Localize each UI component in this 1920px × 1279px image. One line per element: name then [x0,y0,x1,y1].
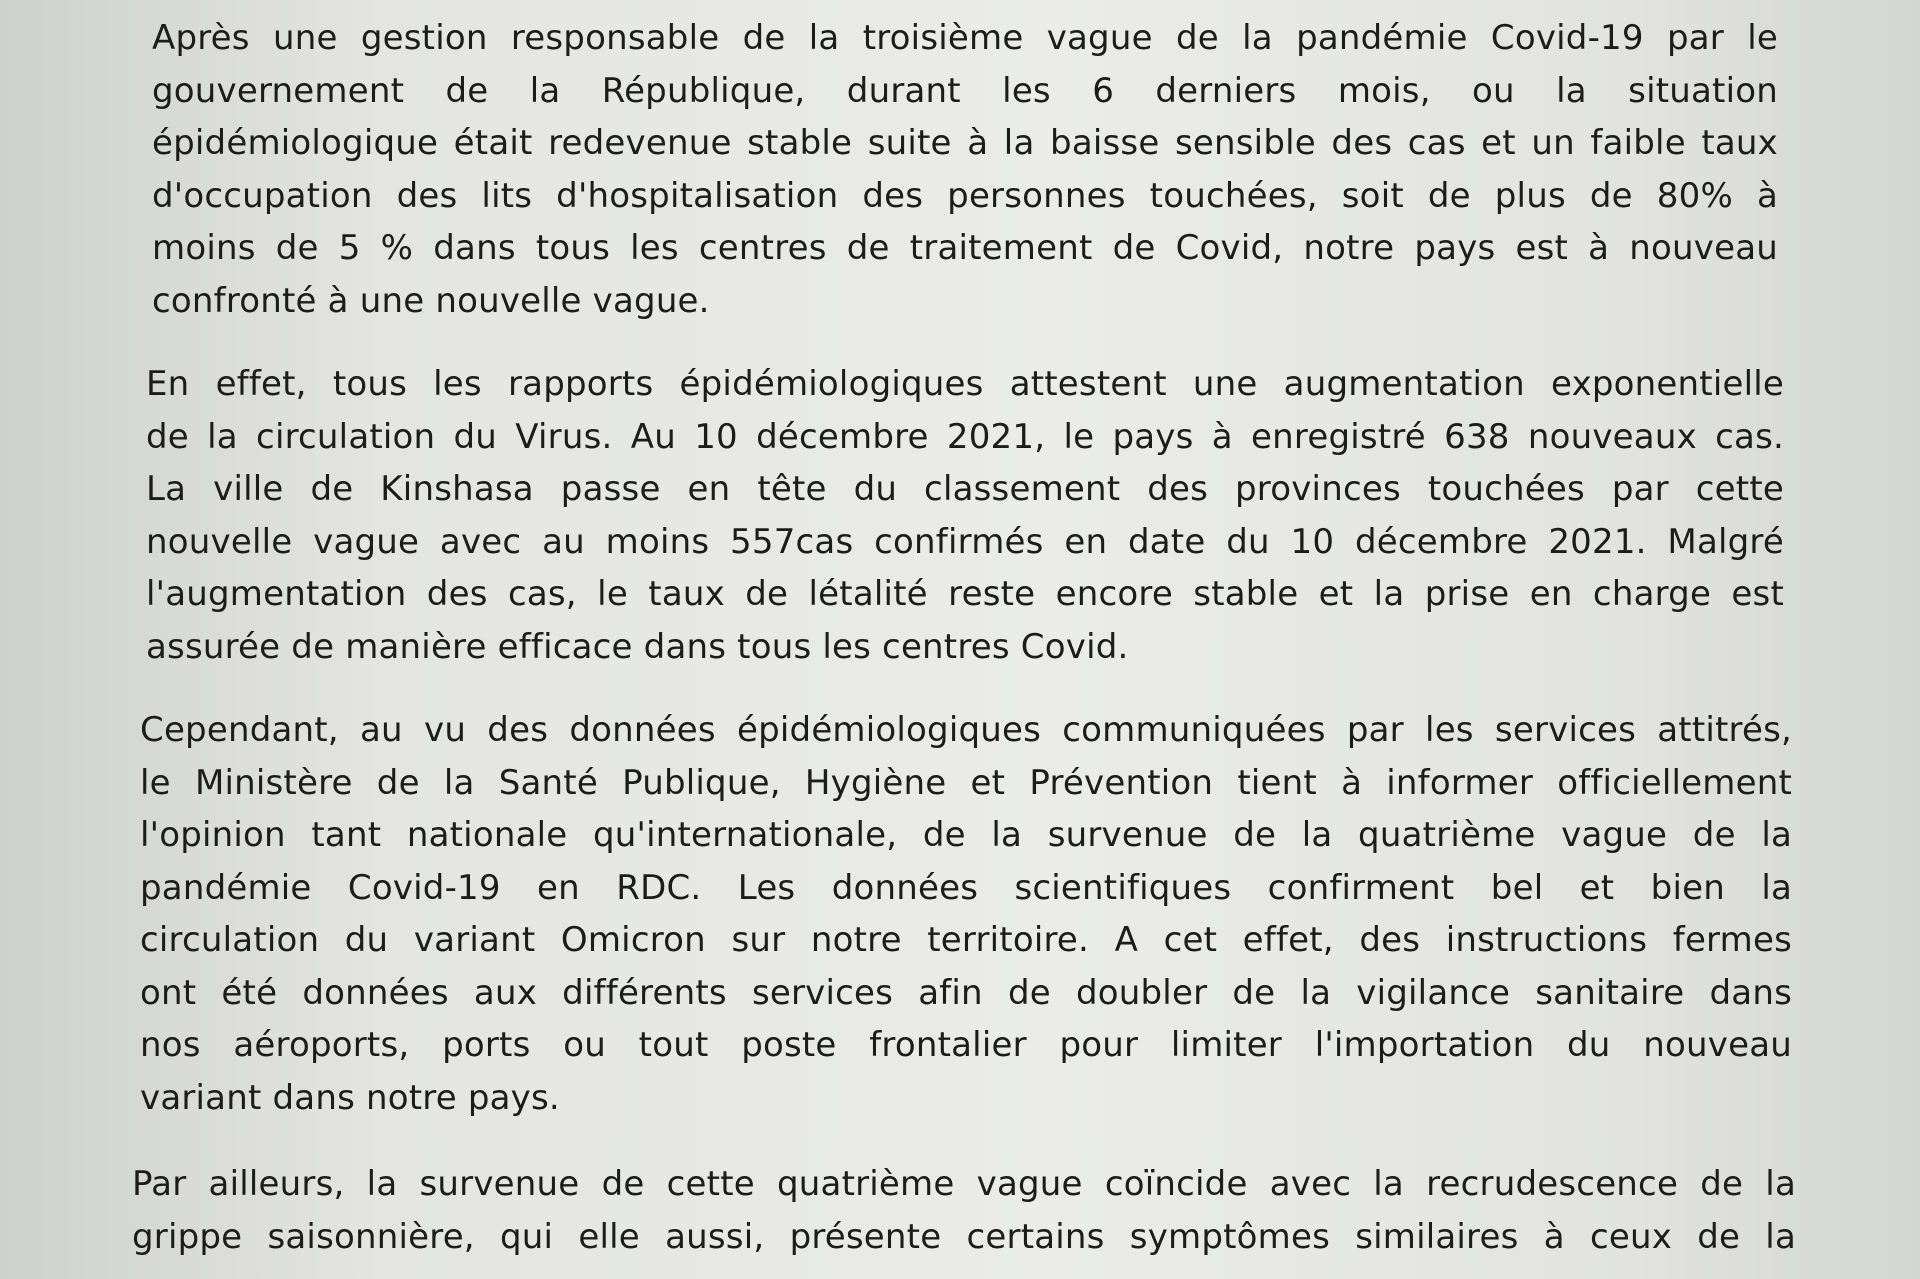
text-line: Cependant, au vu des données épidémiologiques communiquées par les services attitrés, [140,710,1792,750]
text-line: grippe saisonnière, qui elle aussi, présente certains symptômes similaires à ceux de la [132,1216,1796,1257]
text-line: d'occupation des lits d'hospitalisation des personnes touchées, soit de plus de 80% à [152,175,1778,216]
text-line: moins de 5 % dans tous les centres de traitement de Covid, notre pays est à nouveau [152,228,1778,268]
paragraph-4 [132,1158,1796,1263]
text-line: l'augmentation des cas, le taux de létalité reste encore stable et la prise en charge est [146,574,1784,614]
text-line: l'opinion tant nationale qu'internationale, de la survenue de la quatrième vague de la [140,815,1792,855]
text-line: nos aéroports, ports ou tout poste frontalier pour limiter l'importation du nouveau [140,1025,1792,1065]
text-line: épidémiologique était redevenue stable suite à la baisse sensible des cas et un faible taux [152,123,1778,163]
text-line: Par ailleurs, la survenue de cette quatrième vague coïncide avec la recrudescence de la [132,1164,1796,1204]
text-line: En effet, tous les rapports épidémiologiques attestent une augmentation exponentielle [146,364,1784,404]
paragraph-3 [140,704,1792,1124]
text-line: confronté à une nouvelle vague. [152,280,710,321]
text-line: gouvernement de la République, durant les 6 derniers mois, ou la situation [152,70,1778,111]
text-line: assurée de manière efficace dans tous les centres Covid. [146,626,1129,667]
text-line: La ville de Kinshasa passe en tête du classement des provinces touchées par cette [146,469,1784,509]
text-line: Après une gestion responsable de la troisième vague de la pandémie Covid-19 par le [152,18,1778,58]
text-line: ont été données aux différents services afin de doubler de la vigilance sanitaire dans [140,972,1792,1013]
text-line: nouvelle vague avec au moins 557cas confirmés en date du 10 décembre 2021. Malgré [146,521,1784,562]
paragraph-2 [146,358,1784,673]
text-line: circulation du variant Omicron sur notre territoire. A cet effet, des instructions fermes [140,920,1792,960]
text-line: de la circulation du Virus. Au 10 décembre 2021, le pays à enregistré 638 nouveaux cas. [146,416,1784,457]
text-line: le Ministère de la Santé Publique, Hygiène et Prévention tient à informer officiellement [140,762,1792,803]
text-line: pandémie Covid-19 en RDC. Les données scientifiques confirment bel et bien la [140,867,1792,908]
paragraph-1 [152,12,1778,327]
text-line: variant dans notre pays. [140,1077,560,1118]
